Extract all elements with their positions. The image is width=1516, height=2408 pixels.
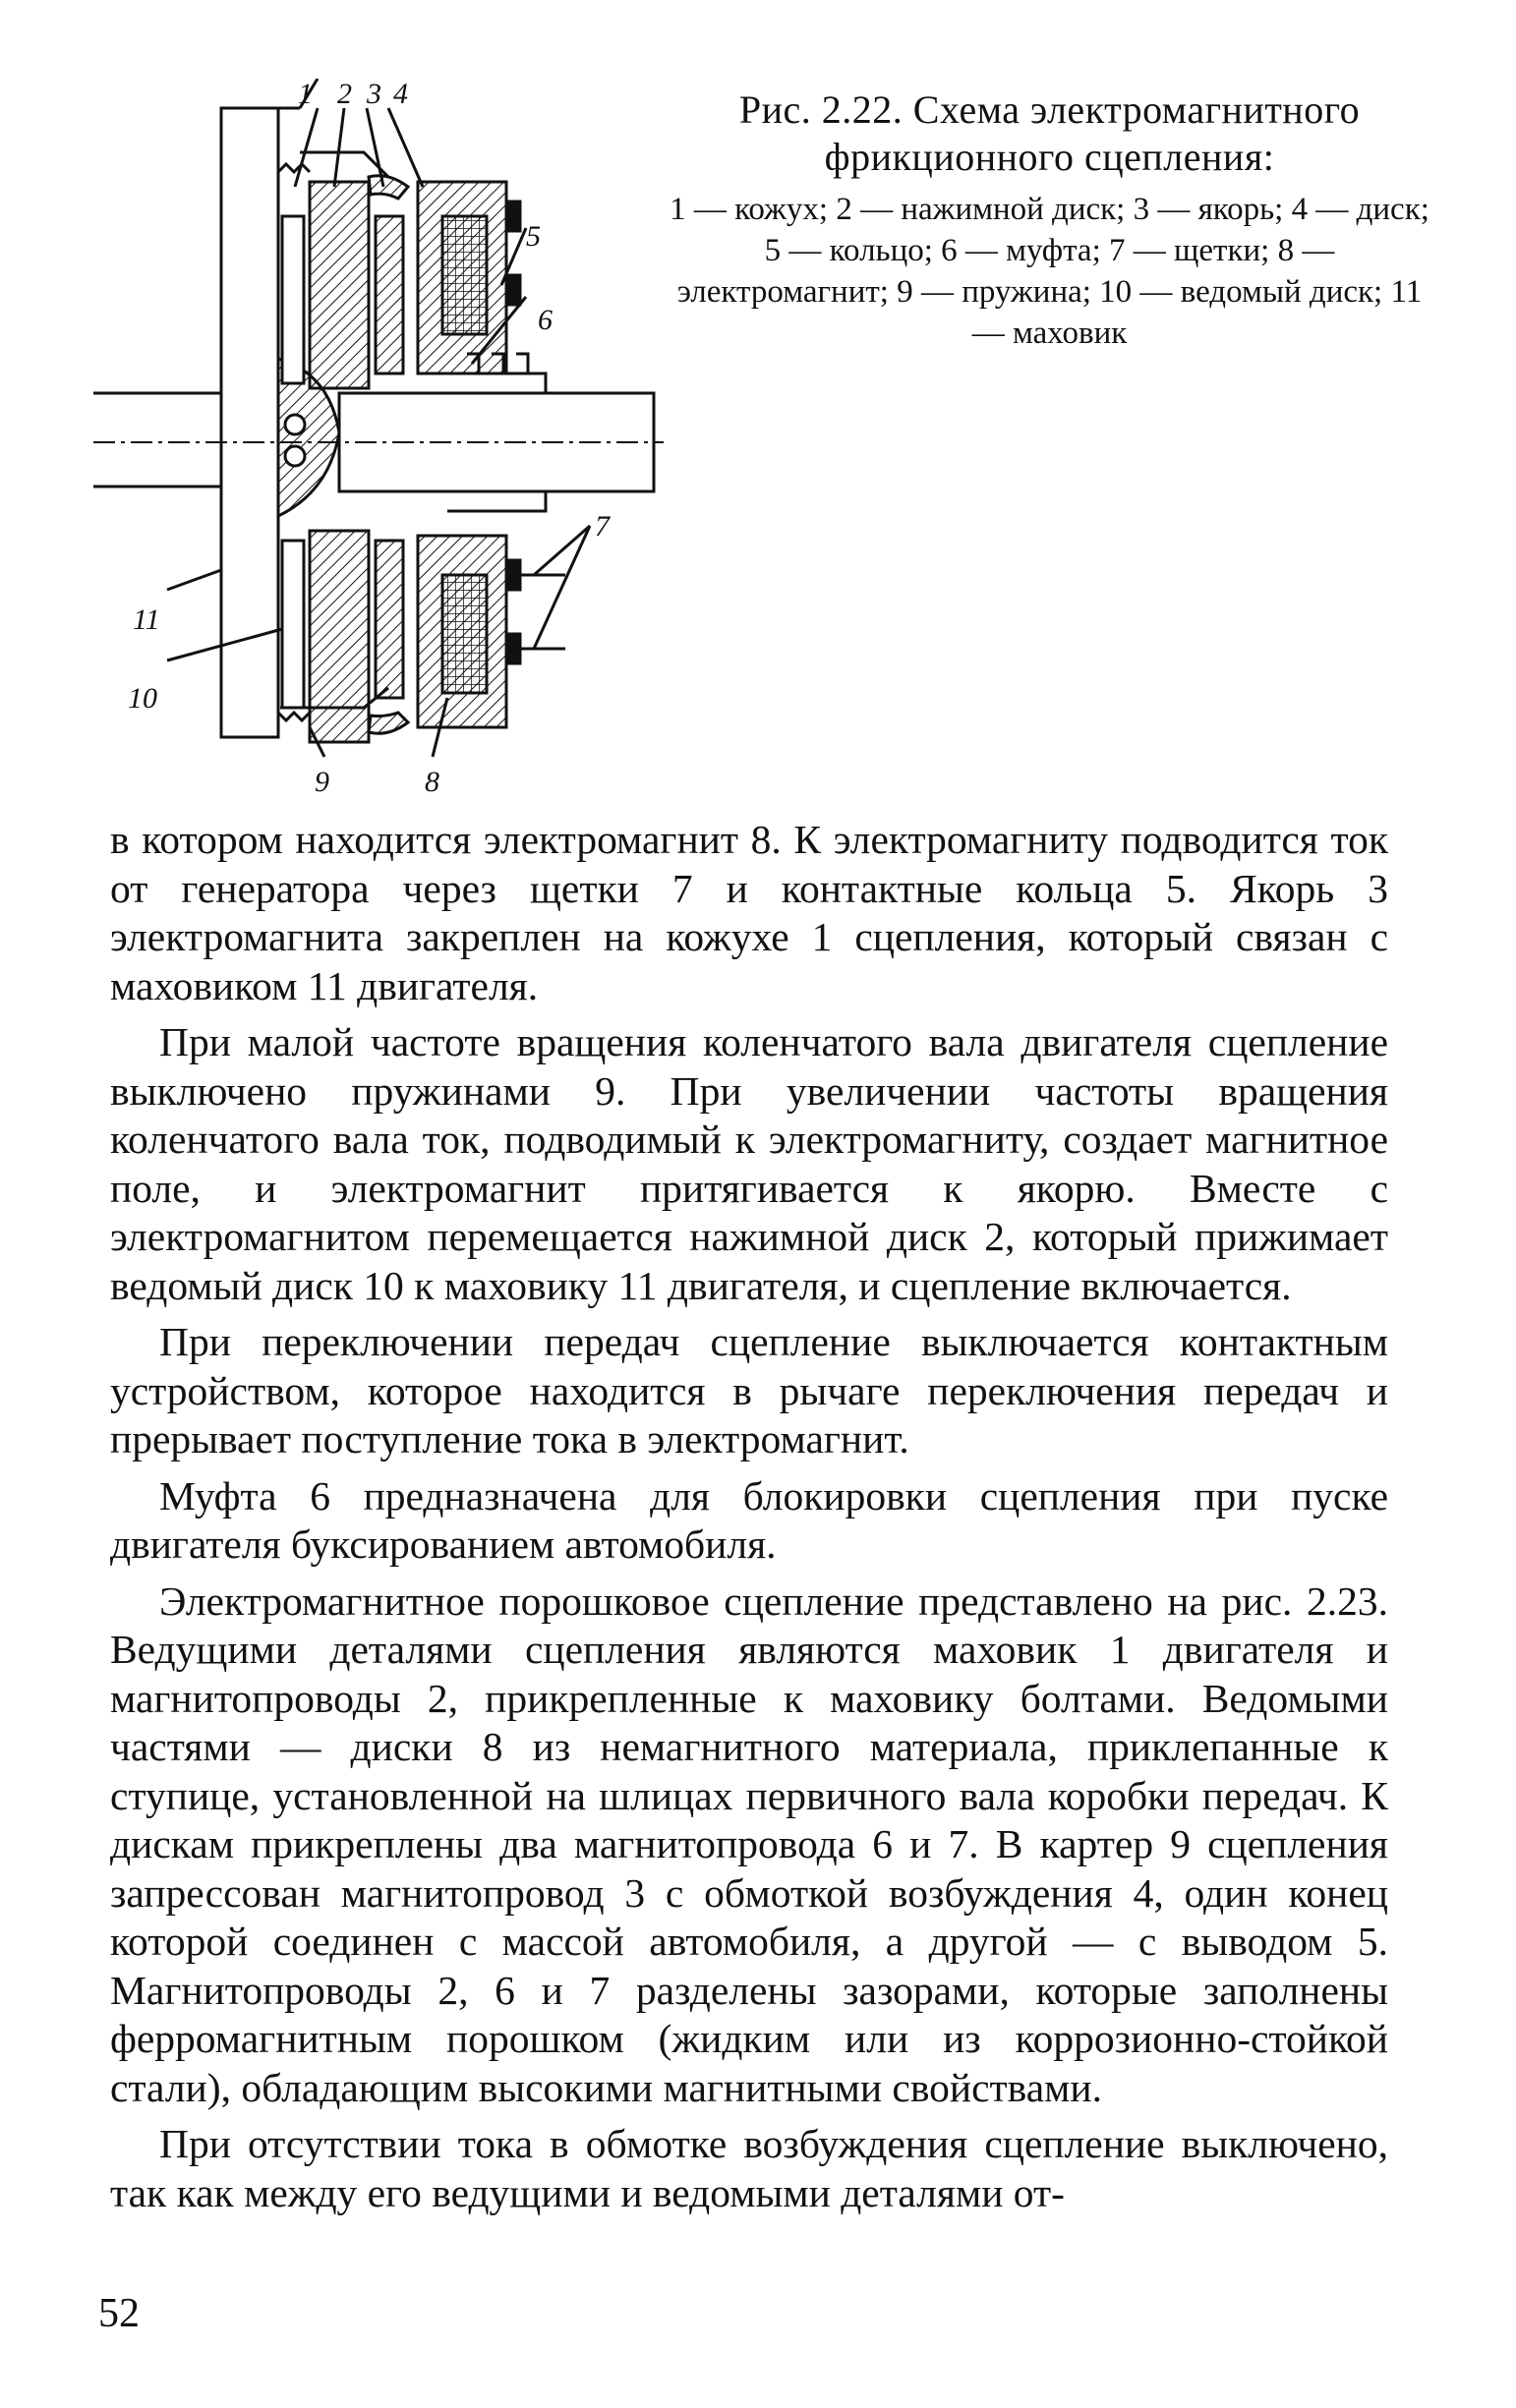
callout-6: 6 <box>538 304 553 336</box>
callout-7: 7 <box>595 510 610 543</box>
callout-10: 10 <box>128 682 157 715</box>
figure-caption-title: Рис. 2.22. Схема электромагнитного фрикционного сцепления: <box>738 87 1361 179</box>
callout-1: 1 <box>298 79 313 110</box>
paragraph: Электромагнитное порошковое сцепление представлено на рис. 2.23. Ведущими деталями сцепления являются маховик 1 двигателя и магнитопроводы 2, прикрепленные к маховику болтами. Ведомыми частями — диски 8 из немагнитного материала, приклепанные к ступице, установленной на шлицах первичного вала коробки передач. К дискам прикреплены два магнитопровода 6 и 7. В картер 9 сцепления запрессован магнитопровод 3 с обмоткой возбуждения 4, один конец которой соединен с массой автомобиля, а другой — с выводом 5. Магнитопроводы 2, 6 и 7 разделены зазорами, которые заполнены ферромагнитным порошком (жидким или из коррозионно-стойкой стали), обладающим высокими магнитными свойствами. <box>110 1577 1388 2110</box>
callout-11: 11 <box>133 603 160 636</box>
paragraph: в котором находится электромагнит 8. К электромагниту подводится ток от генератора через щетки 7 и контактные кольца 5. Якорь 3 электромагнита закреплен на кожухе 1 сцепления, который связан с маховиком 11 двигателя. <box>110 817 1388 1008</box>
figure-legend: 1 — кожух; 2 — нажимной диск; 3 — якорь; 4 — диск; 5 — кольцо; 6 — муфта; 7 — щетки; 8 — электромагнит; 9 — пружина; 10 — ведомый диск; 11 — маховик <box>670 192 1429 351</box>
paragraph: При отсутствии тока в обмотке возбуждения сцепление выключено, так как между его ведущими и ведомыми деталями от- <box>110 2121 1388 2215</box>
callout-3: 3 <box>367 79 381 110</box>
figure-caption <box>669 86 1430 354</box>
clutch-schematic-figure <box>93 79 664 796</box>
callout-4: 4 <box>393 79 408 110</box>
callout-8: 8 <box>425 766 439 796</box>
body-text <box>110 816 1388 2225</box>
callout-5: 5 <box>526 220 541 253</box>
paragraph: При переключении передач сцепление выключается контактным устройством, которое находится в рычаге переключения передач и прерывает поступление тока в электромагнит. <box>110 1319 1388 1462</box>
page-number: 52 <box>98 2291 140 2336</box>
callout-2: 2 <box>337 79 352 110</box>
paragraph: Муфта 6 предназначена для блокировки сцепления при пуске двигателя буксированием автомобиля. <box>110 1472 1388 1567</box>
paragraph: При малой частоте вращения коленчатого вала двигателя сцепление выключено пружинами 9. При увеличении частоты вращения коленчатого вала ток, подводимый к электромагниту, создает магнитное поле, и электромагнит притягивается к якорю. Вместе с электромагнитом перемещается нажимной диск 2, который прижимает ведомый диск 10 к маховику 11 двигателя, и сцепление включается. <box>110 1019 1388 1308</box>
callout-9: 9 <box>315 766 329 796</box>
